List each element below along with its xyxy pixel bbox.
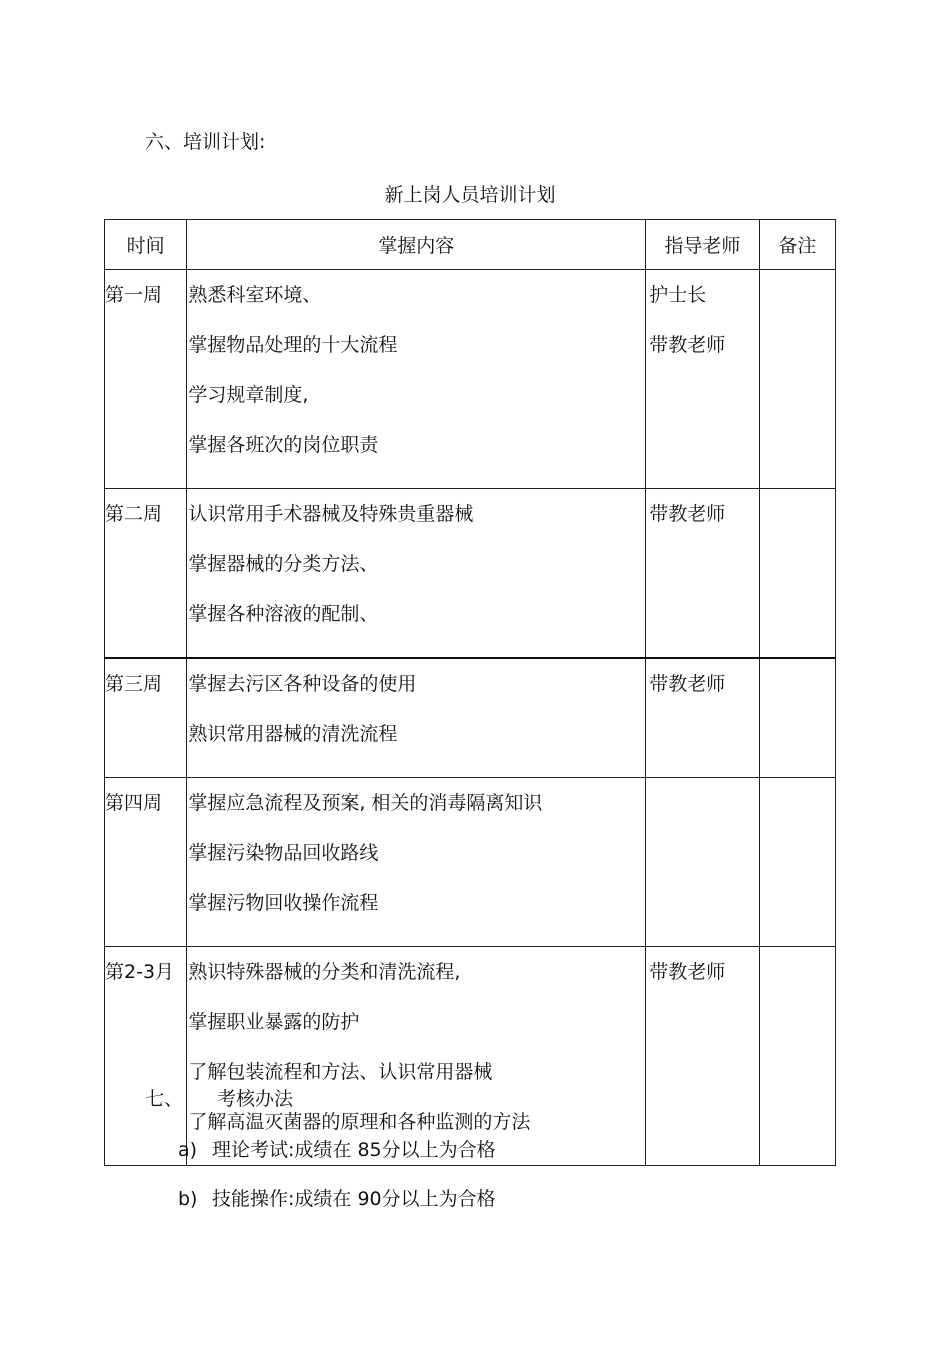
row-time-cell [105, 489, 187, 659]
row-content-cell [187, 658, 646, 778]
training-plan-table [104, 219, 836, 1166]
section-seven-heading [145, 1085, 293, 1113]
header-note: 备注 [759, 220, 835, 270]
row-time-cell [105, 270, 187, 489]
content-line: 了解高温灭菌器的原理和各种监测的方法 [188, 1111, 531, 1133]
row-note-cell [759, 947, 835, 1166]
content-line: 学习规章制度, [188, 384, 309, 406]
content-line: 掌握应急流程及预案, 相关的消毒隔离知识 [188, 792, 543, 814]
table-title: 新上岗人员培训计划 [384, 184, 556, 206]
assessment-item [178, 1136, 496, 1164]
teacher-name: 护士长 [649, 284, 707, 306]
content-line: 了解包装流程和方法、认识常用器械 [188, 1061, 493, 1083]
content-line: 掌握各种溶液的配制、 [188, 603, 379, 625]
content-line: 掌握去污区各种设备的使用 [188, 673, 417, 695]
row-teacher-cell [646, 658, 759, 778]
table-row [105, 658, 836, 778]
content-line: 掌握物品处理的十大流程 [188, 334, 398, 356]
table-row [105, 489, 836, 659]
row-content-cell [187, 270, 646, 489]
content-line: 掌握污染物品回收路线 [188, 842, 379, 864]
time-label: 第一周 [105, 284, 163, 306]
row-time-cell [105, 778, 187, 947]
row-teacher-cell [646, 489, 759, 659]
teacher-name: 带教老师 [649, 503, 726, 525]
content-line: 掌握污物回收操作流程 [188, 892, 379, 914]
row-content-cell [187, 778, 646, 947]
time-label: 第2-3月 [105, 961, 175, 983]
content-line: 认识常用手术器械及特殊贵重器械 [188, 503, 474, 525]
row-teacher-cell [646, 270, 759, 489]
content-line: 熟悉科室环境、 [188, 284, 322, 306]
row-note-cell [759, 270, 835, 489]
row-content-cell [187, 489, 646, 659]
row-note-cell [759, 658, 835, 778]
section-seven-number: 七、 [145, 1088, 184, 1110]
row-note-cell [759, 489, 835, 659]
item-marker: a) [178, 1139, 198, 1161]
time-label: 第四周 [105, 792, 163, 814]
row-time-cell [105, 658, 187, 778]
teacher-name: 带教老师 [649, 334, 726, 356]
content-line: 掌握器械的分类方法、 [188, 553, 379, 575]
item-text: 理论考试:成绩在 85分以上为合格 [212, 1139, 496, 1161]
row-content-cell [187, 947, 646, 1166]
table-row [105, 270, 836, 489]
content-line: 掌握各班次的岗位职责 [188, 434, 379, 456]
item-marker: b) [178, 1188, 198, 1210]
content-line: 熟识常用器械的清洗流程 [188, 723, 398, 745]
teacher-name: 带教老师 [649, 961, 726, 983]
section-seven-title: 考核办法 [217, 1088, 294, 1110]
row-time-cell [105, 947, 187, 1166]
table-row [105, 947, 836, 1166]
section-six-heading: 六、培训计划: [145, 131, 266, 153]
content-line: 熟识特殊器械的分类和清洗流程, [188, 961, 461, 983]
row-teacher-cell [646, 778, 759, 947]
header-time: 时间 [105, 220, 187, 270]
header-content: 掌握内容 [187, 220, 646, 270]
header-teacher: 指导老师 [646, 220, 759, 270]
teacher-name: 带教老师 [649, 673, 726, 695]
row-note-cell [759, 778, 835, 947]
time-label: 第三周 [105, 673, 163, 695]
row-teacher-cell [646, 947, 759, 1166]
assessment-item [178, 1185, 496, 1213]
content-line: 掌握职业暴露的防护 [188, 1011, 360, 1033]
item-text: 技能操作:成绩在 90分以上为合格 [212, 1188, 496, 1210]
table-header-row [105, 220, 836, 270]
time-label: 第二周 [105, 503, 163, 525]
table-row [105, 778, 836, 947]
